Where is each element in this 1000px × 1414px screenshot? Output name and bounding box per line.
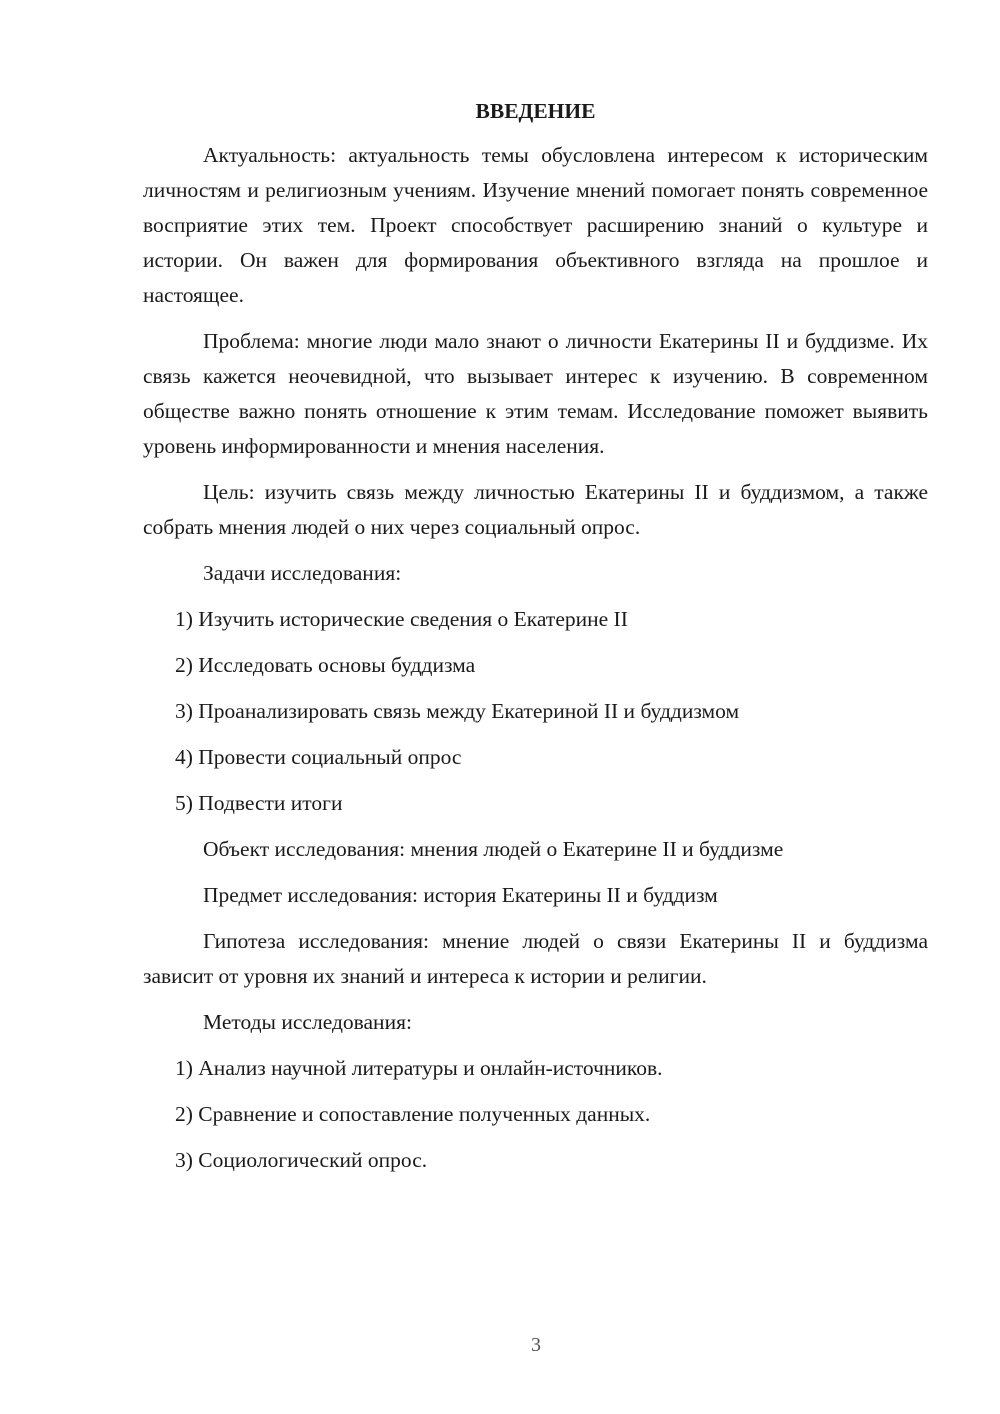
method-item: 3) Социологический опрос. [175, 1148, 428, 1172]
problem-paragraph: Проблема: многие люди мало знают о личности Екатерины II и буддизме. Их связь кажется неочевидной, что вызывает интерес к изучению. В современном обществе важно понять отношение к этим темам. Исследование поможет выявить уровень информированности и мнения населения. [143, 329, 928, 458]
page-heading: ВВЕДЕНИЕ [475, 99, 596, 123]
task-item: 3) Проанализировать связь между Екатериной II и буддизмом [175, 699, 740, 723]
task-item: 2) Исследовать основы буддизма [175, 653, 476, 677]
relevance-paragraph: Актуальность: актуальность темы обусловлена интересом к историческим личностям и религиозным учениям. Изучение мнений помогает понять современное восприятие этих тем. Проект способствует расширению знаний о культуре и истории. Он важен для формирования объективного взгляда на прошлое и настоящее. [143, 143, 928, 307]
tasks-label: Задачи исследования: [203, 561, 402, 585]
method-item: 1) Анализ научной литературы и онлайн-источников. [175, 1056, 663, 1080]
subject-line: Предмет исследования: история Екатерины II и буддизм [203, 883, 718, 907]
document-page [143, 96, 928, 1189]
task-item: 5) Подвести итоги [175, 791, 343, 815]
goal-paragraph: Цель: изучить связь между личностью Екатерины II и буддизмом, а также собрать мнения людей о них через социальный опрос. [143, 480, 928, 539]
hypothesis-paragraph: Гипотеза исследования: мнение людей о связи Екатерины II и буддизма зависит от уровня их знаний и интереса к истории и религии. [143, 929, 928, 988]
task-item: 4) Провести социальный опрос [175, 745, 462, 769]
page-number: 3 [531, 1334, 541, 1356]
method-item: 2) Сравнение и сопоставление полученных данных. [175, 1102, 651, 1126]
methods-list [143, 1051, 928, 1178]
object-line: Объект исследования: мнения людей о Екатерине II и буддизме [203, 837, 784, 861]
tasks-list [143, 602, 928, 821]
task-item: 1) Изучить исторические сведения о Екатерине II [175, 607, 628, 631]
methods-label: Методы исследования: [203, 1010, 412, 1034]
